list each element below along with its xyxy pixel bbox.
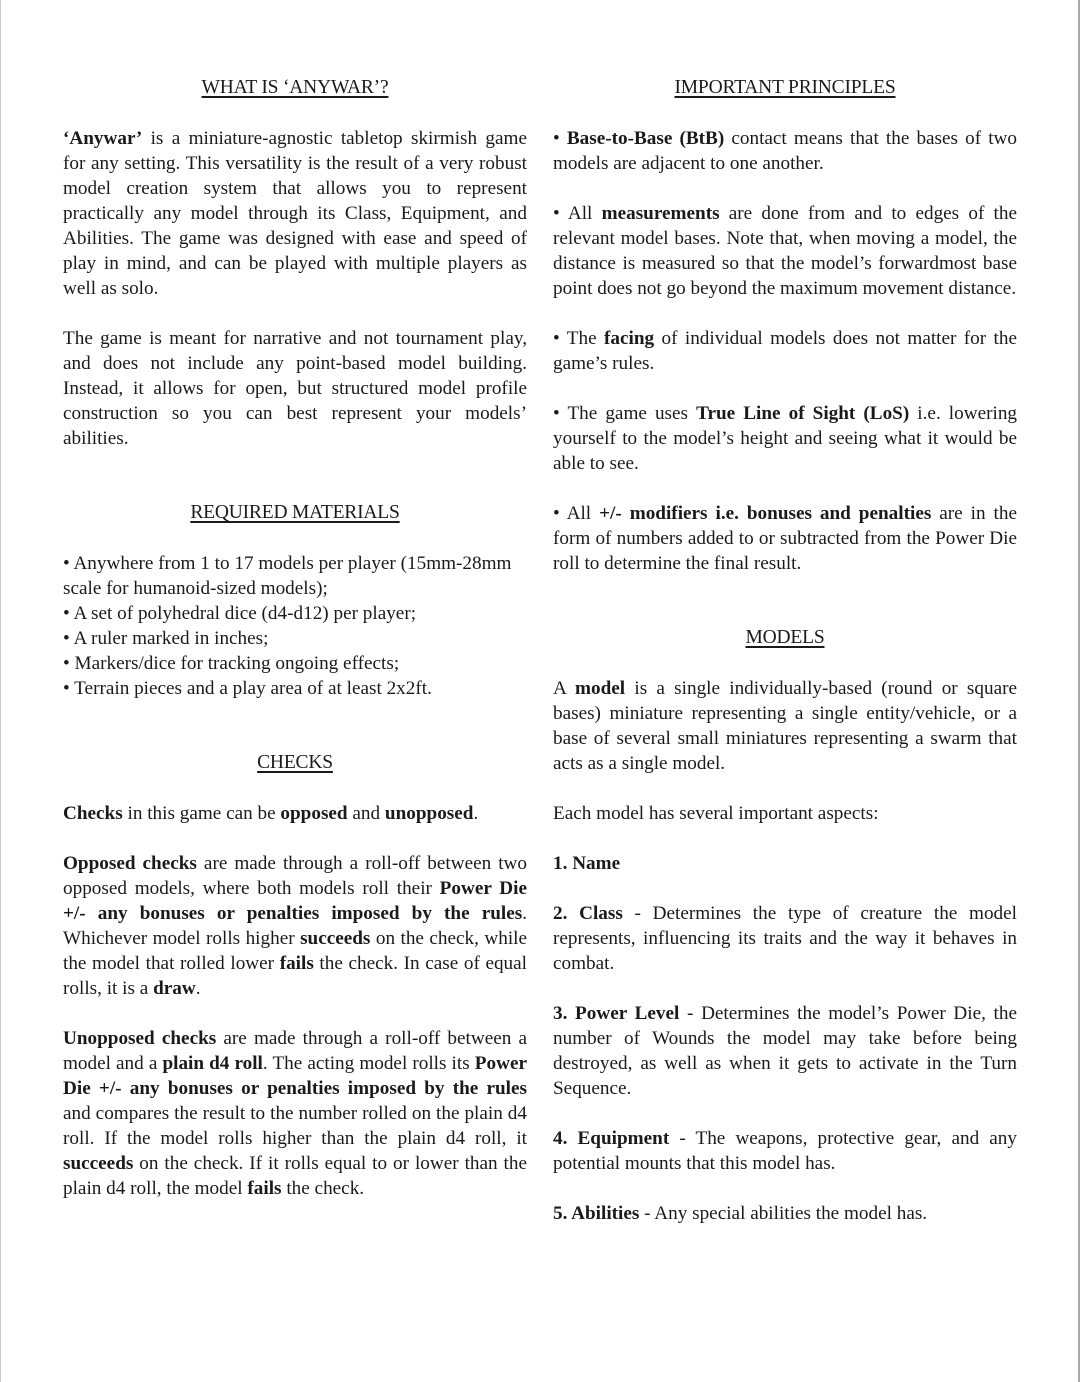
materials-list bbox=[63, 551, 527, 701]
materials-item: • Markers/dice for tracking ongoing effects; bbox=[63, 653, 400, 674]
aspect-item-power-level: 3. Power Level - Determines the model’s Power Die, the number of Wounds the model may take before being destroyed, as well as when it gets to activate in the Turn Sequence. bbox=[553, 1003, 1017, 1099]
materials-item: • Terrain pieces and a play area of at least 2x2ft. bbox=[63, 678, 432, 699]
left-column bbox=[63, 74, 527, 1201]
principle-item: • All +/- modifiers i.e. bonuses and penalties are in the form of numbers added to or subtracted from the Power Die roll to determine the final result. bbox=[553, 503, 1017, 574]
heading-models: MODELS bbox=[745, 627, 825, 648]
aspect-item-abilities: 5. Abilities - Any special abilities the model has. bbox=[553, 1203, 928, 1224]
paragraph-checks-intro: Checks in this game can be opposed and unopposed. bbox=[63, 803, 479, 824]
aspect-item-name: 1. Name bbox=[553, 853, 621, 874]
principle-item: • The facing of individual models does not matter for the game’s rules. bbox=[553, 328, 1018, 374]
heading-required-materials: REQUIRED MATERIALS bbox=[190, 502, 400, 523]
aspect-item-class: 2. Class - Determines the type of creature the model represents, influencing its traits and the way it behaves in combat. bbox=[553, 903, 1017, 974]
paragraph-narrative-play: The game is meant for narrative and not tournament play, and does not include any point-based model building. Instead, it allows for open, but structured model profile construction so you can best represent your models’ abilities. bbox=[63, 328, 527, 449]
heading-checks: CHECKS bbox=[257, 752, 333, 773]
paragraph-aspects-lead: Each model has several important aspects: bbox=[553, 803, 879, 824]
materials-item: • Anywhere from 1 to 17 models per player (15mm-28mm scale for humanoid-sized models); bbox=[63, 553, 512, 599]
page-edge-left bbox=[0, 0, 1, 1382]
principle-item: • All measurements are done from and to edges of the relevant model bases. Note that, when moving a model, the distance is measured so that the model’s forwardmost base point does not go beyond the maximum movement distance. bbox=[553, 203, 1017, 299]
principle-item: • Base-to-Base (BtB) contact means that the bases of two models are adjacent to one another. bbox=[553, 128, 1018, 174]
paragraph-anywar-intro: ‘Anywar’ is a miniature-agnostic tabletop skirmish game for any setting. This versatility is the result of a very robust model creation system that allows you to represent practically any model through its Class, Equipment, and Abilities. The game was designed with ease and speed of play in mind, and can be played with multiple players as well as solo. bbox=[63, 128, 527, 299]
materials-item: • A ruler marked in inches; bbox=[63, 628, 269, 649]
paragraph-model-definition: A model is a single individually-based (round or square bases) miniature representing a single entity/vehicle, or a base of several small miniatures representing a swarm that acts as a single model. bbox=[553, 678, 1017, 774]
principle-item: • The game uses True Line of Sight (LoS) i.e. lowering yourself to the model’s height and seeing what it would be able to see. bbox=[553, 403, 1018, 474]
paragraph-unopposed-checks: Unopposed checks are made through a roll-off between a model and a plain d4 roll. The acting model rolls its Power Die +/- any bonuses or penalties imposed by the rules and compares the result to the number rolled on the plain d4 roll. If the model rolls higher than the plain d4 roll, it succeeds on the check. If it rolls equal to or lower than the plain d4 roll, the model fails the check. bbox=[63, 1028, 527, 1199]
heading-what-is-anywar: WHAT IS ‘ANYWAR’? bbox=[201, 77, 389, 98]
aspect-item-equipment: 4. Equipment - The weapons, protective gear, and any potential mounts that this model has. bbox=[553, 1128, 1017, 1174]
heading-important-principles: IMPORTANT PRINCIPLES bbox=[674, 77, 896, 98]
materials-item: • A set of polyhedral dice (d4-d12) per player; bbox=[63, 603, 417, 624]
right-column bbox=[553, 74, 1017, 1226]
paragraph-opposed-checks: Opposed checks are made through a roll-off between two opposed models, where both models roll their Power Die +/- any bonuses or penalties imposed by the rules. Whichever model rolls higher succeeds on the check, while the model that rolled lower fails the check. In case of equal rolls, it is a draw. bbox=[63, 853, 528, 999]
